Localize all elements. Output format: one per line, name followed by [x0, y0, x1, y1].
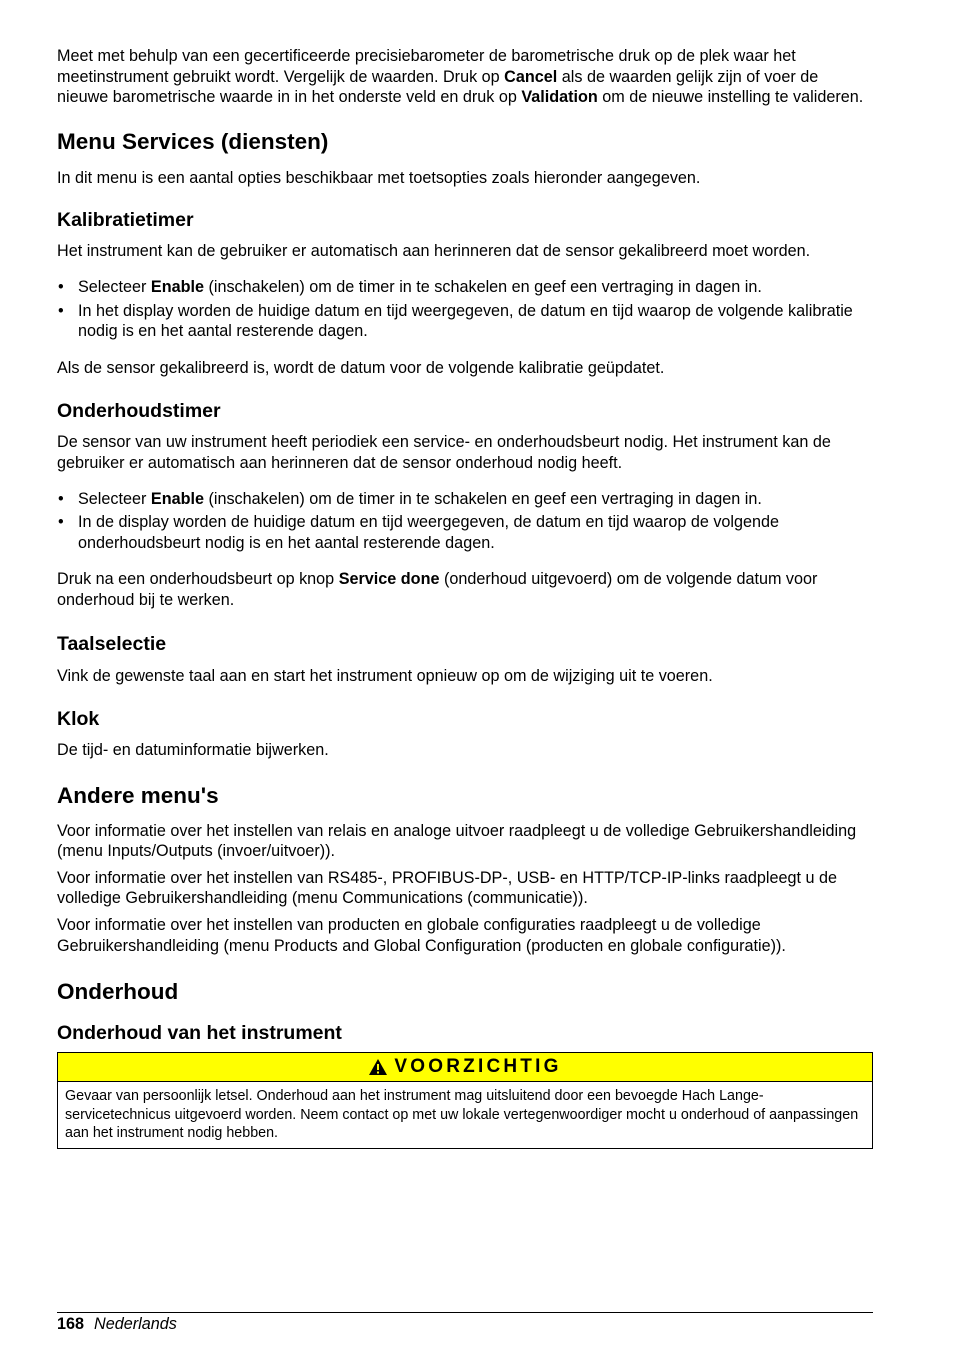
calibration-timer-heading: Kalibratietimer	[57, 209, 194, 232]
caution-label: VOORZICHTIG	[394, 1056, 562, 1078]
list-item: • In de display worden de huidige datum en tijd weergegeven, de datum en tijd waarop de volgende onderhoudsbeurt nodig is en het aantal resterende dagen.	[57, 512, 873, 553]
services-heading: Menu Services (diensten)	[57, 128, 329, 154]
instrument-maintenance-heading: Onderhoud van het instrument	[57, 1022, 342, 1045]
service-done-key-label: Service done	[338, 570, 440, 589]
clock-heading: Klok	[57, 708, 100, 731]
caution-header	[58, 1053, 872, 1082]
footer-language: Nederlands	[94, 1315, 177, 1333]
warning-triangle-icon	[368, 1058, 388, 1076]
document-page	[57, 46, 873, 1149]
maintenance-timer-bullet-list	[57, 489, 873, 554]
maintenance-timer-paragraph: De sensor van uw instrument heeft periodiek een service- en onderhoudsbeurt nodig. Het instrument kan de gebruiker er automatisch aan herinneren dat de sensor onderhoud nodig heeft.	[57, 433, 831, 472]
maintenance-heading: Onderhoud	[57, 979, 179, 1005]
caution-text: Gevaar van persoonlijk letsel. Onderhoud aan het instrument mag uitsluitend door een bevoegde Hach Lange-servicetechnicus uitgevoerd worden. Neem contact op met uw lokale vertegenwoordiger mocht u onderhoud of aanpassingen aan het instrument nodig hebben.	[65, 1088, 859, 1142]
calibration-paragraph: Het instrument kan de gebruiker er automatisch aan herinneren dat de sensor gekalibreerd moet worden.	[57, 242, 811, 261]
calibration-note: Als de sensor gekalibreerd is, wordt de datum voor de volgende kalibratie geüpdatet.	[57, 358, 665, 377]
other-menus-paragraph-1: Voor informatie over het instellen van relais en analoge uitvoer raadpleegt u de volledige Gebruikershandleiding (menu Inputs/Outputs (invoer/uitvoer)).	[57, 821, 857, 861]
list-item: • Selecteer Enable (inschakelen) om de timer in te schakelen en geef een vertraging in dagen in.	[57, 277, 873, 298]
enable-key-label: Enable	[150, 489, 204, 508]
list-item: • Selecteer Enable (inschakelen) om de timer in te schakelen en geef een vertraging in dagen in.	[57, 489, 873, 510]
enable-key-label: Enable	[150, 277, 204, 296]
validation-key-label: Validation	[521, 88, 598, 107]
page-number: 168	[57, 1315, 85, 1333]
intro-paragraph: Meet met behulp van een gecertificeerde precisiebarometer de barometrische druk op de plek waar het meetinstrument gebruikt wordt. Vergelijk de waarden. Druk op Cancel als de waarden gelijk zijn of voer de nieuwe barometrische waarde in in het onderste veld en druk op Validation om de nieuwe instelling te valideren.	[57, 47, 864, 107]
other-menus-heading: Andere menu's	[57, 782, 219, 808]
page-footer	[57, 1312, 873, 1334]
language-selection-heading: Taalselectie	[57, 632, 167, 655]
caution-box	[57, 1052, 873, 1149]
calibration-bullet-list	[57, 277, 873, 342]
service-done-paragraph: Druk na een onderhoudsbeurt op knop Service done (onderhoud uitgevoerd) om de volgende datum voor onderhoud bij te werken.	[57, 570, 818, 609]
clock-paragraph: De tijd- en datuminformatie bijwerken.	[57, 741, 329, 760]
list-item: • In het display worden de huidige datum en tijd weergegeven, de datum en tijd waarop de volgende kalibratie nodig is en het aantal resterende dagen.	[57, 301, 873, 342]
maintenance-timer-heading: Onderhoudstimer	[57, 400, 221, 423]
cancel-key-label: Cancel	[504, 67, 558, 86]
services-intro: In dit menu is een aantal opties beschikbaar met toetsopties zoals hieronder aangegeven.	[57, 168, 701, 187]
other-menus-paragraph-2: Voor informatie over het instellen van RS485-, PROFIBUS-DP-, USB- en HTTP/TCP-IP-links raadpleegt u de volledige Gebruikershandleiding (menu Communications (communicatie)).	[57, 868, 838, 908]
language-paragraph: Vink de gewenste taal aan en start het instrument opnieuw op om de wijziging uit te voeren.	[57, 666, 713, 685]
other-menus-paragraph-3: Voor informatie over het instellen van producten en globale configuraties raadpleegt u de volledige Gebruikershandleiding (menu Products and Global Configuration (producten en globale configuratie)).	[57, 916, 786, 955]
